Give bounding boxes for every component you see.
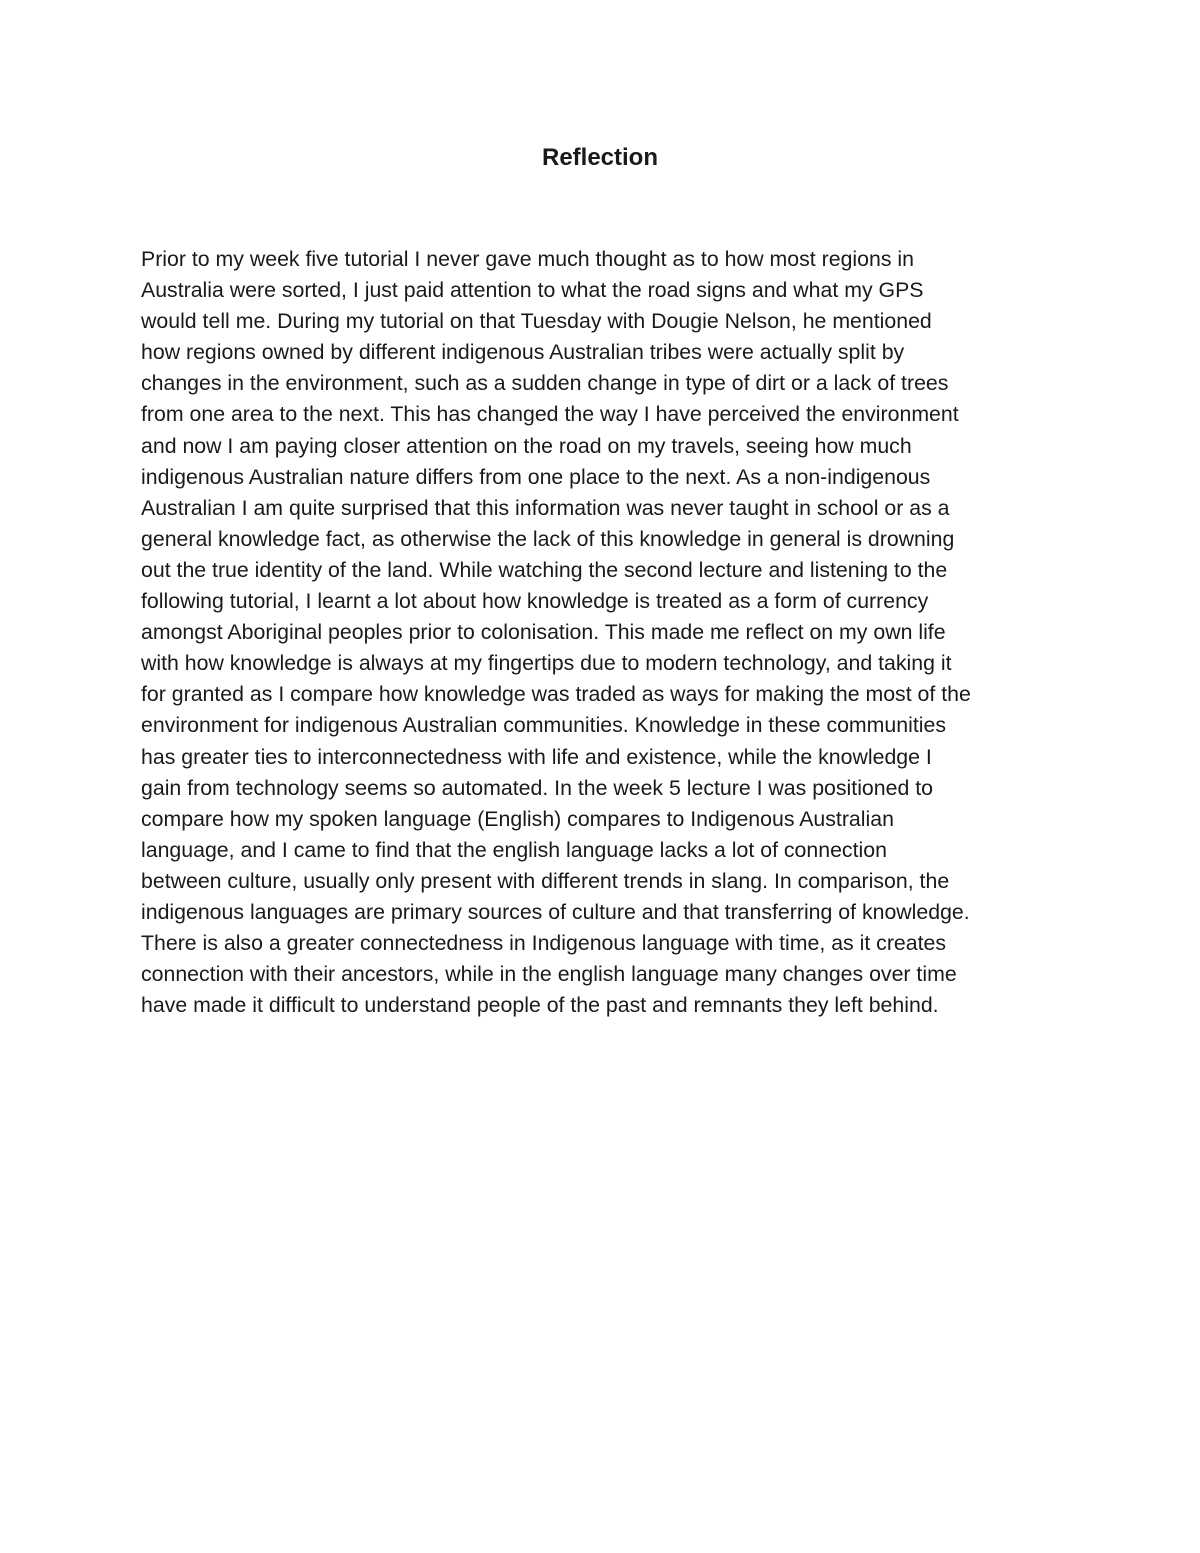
paragraph-line: from one area to the next. This has changed the way I have perceived the environment (141, 402, 959, 427)
paragraph-line: changes in the environment, such as a sudden change in type of dirt or a lack of trees (141, 371, 949, 396)
paragraph-line: following tutorial, I learnt a lot about how knowledge is treated as a form of currency (141, 589, 929, 614)
paragraph-line: connection with their ancestors, while in the english language many changes over time (141, 962, 957, 987)
paragraph-line: Australia were sorted, I just paid attention to what the road signs and what my GPS (141, 278, 924, 303)
paragraph-line: and now I am paying closer attention on the road on my travels, seeing how much (141, 433, 912, 458)
paragraph-line: with how knowledge is always at my fingertips due to modern technology, and taking it (141, 651, 952, 676)
paragraph-line: There is also a greater connectedness in Indigenous language with time, as it creates (141, 931, 947, 956)
document-title: Reflection (541, 144, 658, 171)
paragraph-line: for granted as I compare how knowledge was traded as ways for making the most of the (141, 682, 971, 707)
paragraph-line: compare how my spoken language (English) compares to Indigenous Australian (141, 806, 894, 831)
paragraph-line: out the true identity of the land. While watching the second lecture and listening to the (141, 557, 948, 582)
paragraph-line: language, and I came to find that the english language lacks a lot of connection (141, 837, 887, 862)
body-paragraph (141, 244, 1081, 1021)
paragraph-line: Prior to my week five tutorial I never gave much thought as to how most regions in (141, 247, 914, 271)
paragraph-line: gain from technology seems so automated. In the week 5 lecture I was positioned to (141, 775, 933, 800)
paragraph-line: indigenous languages are primary sources of culture and that transferring of knowledge. (141, 899, 970, 924)
paragraph-line: have made it difficult to understand people of the past and remnants they left behind. (141, 993, 939, 1018)
paragraph-line: amongst Aboriginal peoples prior to colonisation. This made me reflect on my own life (141, 620, 946, 645)
paragraph-line: Australian I am quite surprised that this information was never taught in school or as a (141, 495, 950, 520)
paragraph-line: how regions owned by different indigenous Australian tribes were actually split by (141, 340, 905, 365)
paragraph-line: has greater ties to interconnectedness with life and existence, while the knowledge I (141, 744, 932, 769)
paragraph-line: between culture, usually only present with different trends in slang. In comparison, the (141, 868, 950, 893)
paragraph-line: would tell me. During my tutorial on that Tuesday with Dougie Nelson, he mentioned (141, 309, 932, 334)
paragraph-line: indigenous Australian nature differs from one place to the next. As a non-indigenous (141, 464, 931, 489)
paragraph-line: general knowledge fact, as otherwise the lack of this knowledge in general is drowning (141, 526, 955, 551)
paragraph-line: environment for indigenous Australian communities. Knowledge in these communities (141, 713, 946, 738)
